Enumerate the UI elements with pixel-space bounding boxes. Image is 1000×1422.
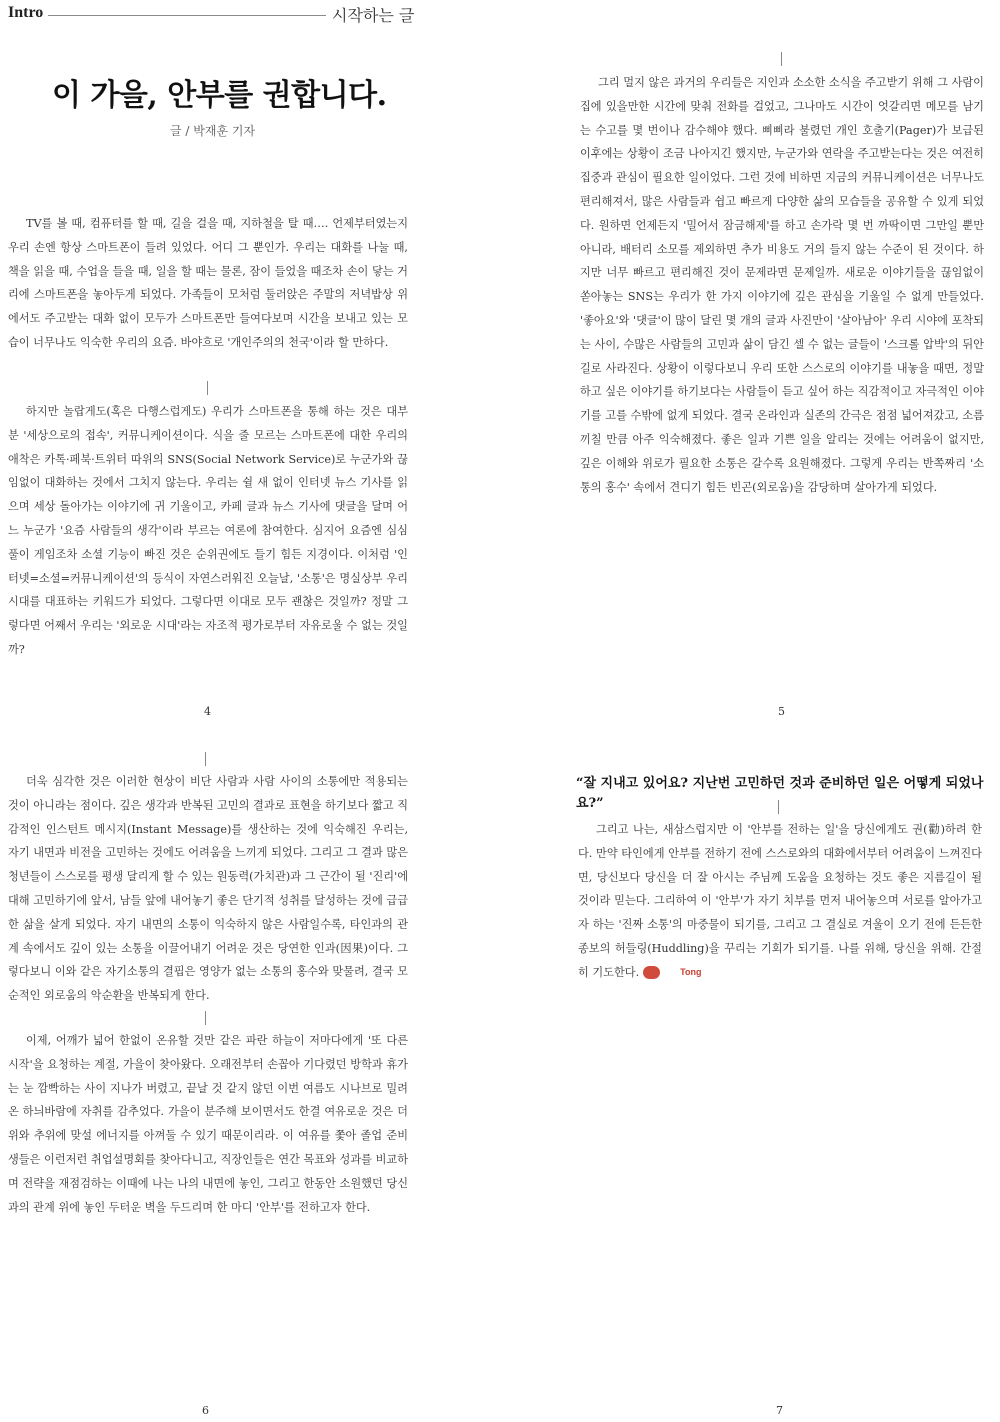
section-divider	[778, 800, 779, 814]
page5-column	[580, 71, 984, 499]
page-number-4: 4	[204, 705, 211, 718]
section-divider	[205, 1011, 206, 1025]
page6-paragraph-2: 이제, 어깨가 넓어 한없이 온유할 것만 같은 파란 하늘이 저마다에게 '또 다른 시작'을 요청하는 계절, 가을이 찾아왔다. 오래전부터 손꼽아 기다렸던 방학과 휴가는 눈 깜빡하는 사이 지나가 버렸고, 끝날 것 같지 않던 이번 여름도 시나브로 밀려온 하늬바람에 자취를 감추었다. 가을이 분주해 보이면서도 한결 여유로운 것은 더위와 추위에 맞설 에너지를 아껴둘 수 있기 때문이리라. 이 여유를 쫓아 졸업 준비생들은 이런저런 취업설명회를 찾아다니고, 직장인들은 연간 목표와 성과를 비교하며 전략을 재점검하는 이때에 나는 나의 내면에 놓인, 그리고 한동안 소원했던 당신과의 관계 위에 놓인 두터운 벽을 두드리며 한 마디 '안부'를 전하고자 한다.	[8, 1034, 408, 1214]
page-number-6: 6	[202, 1404, 209, 1417]
page6-column-bottom	[8, 1029, 408, 1219]
header-section-label: Intro	[8, 4, 44, 21]
page7-pull-quote: “잘 지내고 있어요? 지난번 고민하던 것과 준비하던 일은 어떻게 되었나요?”	[576, 776, 984, 811]
section-divider	[781, 52, 782, 66]
page-number-5: 5	[778, 705, 785, 718]
page4-paragraph-2: 하지만 놀랍게도(혹은 다행스럽게도) 우리가 스마트폰을 통해 하는 것은 대부분 '세상으로의 접속', 커뮤니케이션이다. 식을 줄 모르는 스마트폰에 대한 우리의 애착은 카톡·페북·트위터 따위의 SNS(Social Network Service)로 누군가와 끊임없이 대화하는 것에서 그치지 않는다. 우리는 쉴 새 없이 인터넷 뉴스 기사를 읽으며 세상 돌아가는 이야기에 귀 기울이고, 카페 글과 뉴스 기사에 댓글을 달며 어느 누군가 '요즘 사람들의 생각'이라 부르는 여론에 참여한다. 심지어 요즘엔 심심풀이 게임조차 소셜 기능이 빠진 것은 순위권에도 들기 힘든 지경이다. 이처럼 '인터넷=소셜=커뮤니케이션'의 등식이 자연스러워진 오늘날, '소통'은 명실상부 우리 시대를 대표하는 키워드가 되었다. 그렇다면 이대로 모두 괜찮은 것일까? 정말 그렇다면 어째서 우리는 '외로운 시대'라는 자조적 평가로부터 자유로울 수 없는 것일까?	[8, 405, 408, 656]
section-divider	[207, 381, 208, 395]
header-korean-title: 시작하는 글	[332, 6, 415, 25]
end-mark-logo	[643, 961, 701, 985]
page-number-7: 7	[776, 1404, 783, 1417]
page4-column-top	[8, 212, 408, 355]
end-brand: Tong	[680, 966, 702, 977]
page4-column-bottom	[8, 400, 408, 662]
page6-column-top	[8, 770, 408, 1008]
article-byline: 글 / 박재훈 기자	[170, 124, 256, 138]
page4-paragraph-1: TV를 볼 때, 컴퓨터를 할 때, 길을 걸을 때, 지하철을 탈 때…. 언제부터였는지 우리 손엔 항상 스마트폰이 들려 있었다. 어디 그 뿐인가. 우리는 대화를 나눌 때, 책을 읽을 때, 수업을 들을 때, 일을 할 때는 물론, 잠이 들었을 때조차 손이 닿는 거리에 스마트폰을 놓아두게 되었다. 가족들이 모처럼 둘러앉은 주말의 저녁밥상 위에서도 주고받는 대화 없이 모두가 스마트폰만 들여다보며 시간을 보내고 있는 모습이 너무나도 익숙한 우리의 요즘. 바야흐로 '개인주의의 천국'이라 할 만하다.	[8, 217, 408, 349]
page5-paragraph-1: 그리 멀지 않은 과거의 우리들은 지인과 소소한 소식을 주고받기 위해 그 사람이 집에 있을만한 시간에 맞춰 전화를 걸었고, 그나마도 시간이 엇갈리면 메모를 남기는 수고를 몇 번이나 감수해야 했다. 삐삐라 불렸던 개인 호출기(Pager)가 보급된 이후에는 상황이 조금 나아지긴 했지만, 누군가와 연락을 주고받는다는 것은 여전히 집중과 관심이 필요한 일이었다. 그런 것에 비하면 지금의 커뮤니케이션은 너무나도 편리해져서, 많은 사람들과 쉽고 빠르게 다양한 삶의 모습들을 공유할 수 있게 되었다. 원하면 언제든지 '밀어서 잠금해제'를 하고 손가락 몇 번 까딱이면 그만일 뿐만 아니라, 배터리 소모를 제외하면 추가 비용도 거의 들지 않는 수준이 된 것이다. 하지만 너무 빠르고 편리해진 것이 문제라면 문제일까. 새로운 이야기들을 끊임없이 쏟아놓는 SNS는 우리가 한 가지 이야기에 깊은 관심을 기울일 수 없게 만들었다. '좋아요'와 '댓글'이 많이 달린 몇 개의 글과 사진만이 '살아남아' 우리 시야에 포착되는 사이, 수많은 사람들의 고민과 삶이 담긴 셀 수 없는 글들이 '스크롤 압박'의 뒤안길로 사라진다. 상황이 이렇다보니 우리 또한 스스로의 이야기를 내놓을 때면, 정말 하고 싶은 이야기를 하기보다는 사람들이 듣고 싶어 하는 직감적이고 자극적인 이야기를 고를 수밖에 없게 되었다. 결국 온라인과 실존의 간극은 점점 넓어져갔고, 소름끼칠 만큼 아주 익숙해졌다. 좋은 일과 기쁜 일을 알리는 것에는 어려움이 없지만, 깊은 이해와 위로가 필요한 소통은 갈수록 요원해졌다. 그렇게 우리는 반쪽짜리 '소통의 홍수' 속에서 견디기 힘든 빈곤(외로움)을 감당하며 살아가게 되었다.	[580, 76, 984, 494]
page6-paragraph-1: 더욱 심각한 것은 이러한 현상이 비단 사람과 사람 사이의 소통에만 적용되는 것이 아니라는 점이다. 깊은 생각과 반복된 고민의 결과로 표현을 하기보다 짧고 직감적인 인스턴트 메시지(Instant Message)를 생산하는 것에 익숙해진 우리는, 자기 내면과 비전을 고민하는 것에도 어려움을 느끼게 되었다. 그리고 그 결과 많은 청년들이 스스로를 평생 달리게 할 수 있는 원동력(가치관)과 그 근간이 될 '진리'에 대해 고민하기에 앞서, 남들 앞에 내어놓기 좋은 단기적 성취를 달성하는 것에 급급한 삶을 살게 되었다. 자기 내면의 소통이 익숙하지 않은 사람일수록, 타인과의 관계 속에서도 깊이 있는 소통을 이끌어내기 어려운 것은 당연한 인과(因果)이다. 그렇다보니 이와 같은 자기소통의 결핍은 영양가 없는 소통의 홍수와 맞물려, 결국 모순적인 외로움의 악순환을 반복되게 한다.	[8, 775, 408, 1003]
section-divider	[205, 752, 206, 766]
page7-paragraph-text: 그리고 나는, 새삼스럽지만 이 '안부를 전하는 일'을 당신에게도 권(勸)하려 한다. 만약 타인에게 안부를 전하기 전에 스스로와의 대화에서부터 어려움이 느껴진다면, 당신보다 당신을 더 잘 아시는 주님께 도움을 요청하는 것도 좋은 지름길이 될 것이라 믿는다. 그리하여 이 '안부'가 자기 치부를 먼저 내어놓으며 서로를 알아가고자 하는 '진짜 소통'의 마중물이 되기를, 그리고 그 결실로 겨울이 오기 전에 든든한 종보의 허들링(Huddling)을 꾸리는 기회가 되기를. 나를 위해, 당신을 위해. 간절히 기도한다.	[578, 823, 982, 979]
page7-column	[578, 818, 982, 985]
page7-paragraph-1	[578, 818, 982, 985]
end-badge: 100	[643, 966, 660, 979]
article-title: 이 가을, 안부를 권합니다.	[52, 78, 387, 113]
header-rule	[48, 15, 326, 16]
